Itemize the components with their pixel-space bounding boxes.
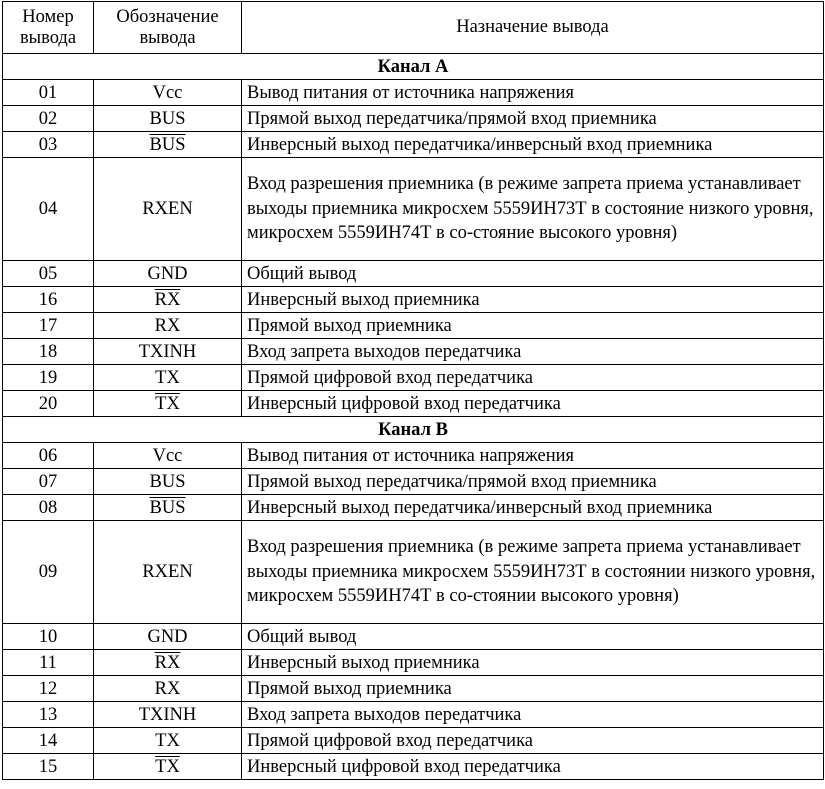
- table-row: [3, 339, 824, 365]
- channel-header-row: [3, 54, 824, 80]
- pin-description-cell: Вход запрета выходов передатчика: [242, 702, 824, 728]
- pin-number-cell: 18: [3, 339, 94, 365]
- signal-name: RX: [154, 678, 181, 699]
- signal-name: $\overline{TX}$: [155, 393, 180, 414]
- table-body: [3, 54, 824, 780]
- signal-name-cell: [94, 261, 242, 287]
- pin-number-cell: 17: [3, 313, 94, 339]
- signal-name: RXEN: [142, 199, 193, 219]
- signal-name-cell: [94, 106, 242, 132]
- signal-name-cell: [94, 469, 242, 495]
- channel-header-row: [3, 417, 824, 443]
- table-row: [3, 443, 824, 469]
- pin-description-cell: Инверсный выход приемника: [242, 287, 824, 313]
- pin-description-cell: Инверсный выход передатчика/инверсный вход приемника: [242, 495, 824, 521]
- table-header-row: [3, 2, 824, 54]
- pin-number-cell: 02: [3, 106, 94, 132]
- header-description: Назначение вывода: [242, 2, 824, 54]
- pin-number-cell: 03: [3, 132, 94, 158]
- table-row: [3, 106, 824, 132]
- signal-name: BUS: [149, 108, 186, 129]
- pin-description-cell: Общий вывод: [242, 261, 824, 287]
- pin-description-cell: Вход разрешения приемника (в режиме запрета приема устанавливает выходы приемника микросхем 5559ИН73Т в состояние низкого уровня, микросхем 5559ИН74Т в со-стояние высокого уровня): [242, 158, 824, 261]
- pin-number-cell: 11: [3, 650, 94, 676]
- signal-name: $\overline{BUS}$: [149, 134, 186, 155]
- table-row: [3, 495, 824, 521]
- table-row: [3, 728, 824, 754]
- channel-title: Канал В: [3, 417, 824, 443]
- signal-name-inverse-cell: [94, 754, 242, 780]
- signal-name: Vcc: [152, 445, 183, 466]
- signal-name: TXINH: [138, 704, 197, 725]
- pin-description-cell: Общий вывод: [242, 624, 824, 650]
- table-row: [3, 702, 824, 728]
- signal-name-cell: [94, 728, 242, 754]
- pin-number-cell: 01: [3, 80, 94, 106]
- table-row: [3, 391, 824, 417]
- table-row: [3, 676, 824, 702]
- signal-name: TX: [155, 730, 180, 751]
- signal-name-inverse-cell: [94, 650, 242, 676]
- signal-name-cell: [94, 443, 242, 469]
- pin-number-cell: 20: [3, 391, 94, 417]
- pin-number-cell: 12: [3, 676, 94, 702]
- signal-name-inverse-cell: [94, 391, 242, 417]
- pin-number-cell: 09: [3, 521, 94, 624]
- pin-number-cell: 07: [3, 469, 94, 495]
- pin-description-cell: Прямой цифровой вход передатчика: [242, 728, 824, 754]
- pin-description-cell: Прямой цифровой вход передатчика: [242, 365, 824, 391]
- signal-name-cell: [94, 624, 242, 650]
- pin-description-cell: Инверсный цифровой вход передатчика: [242, 391, 824, 417]
- table-row: [3, 469, 824, 495]
- pin-description-cell: Инверсный выход передатчика/инверсный вход приемника: [242, 132, 824, 158]
- table-row: [3, 521, 824, 624]
- pin-description-cell: Инверсный выход приемника: [242, 650, 824, 676]
- signal-name: TXINH: [138, 341, 197, 362]
- signal-name: TX: [155, 367, 180, 388]
- pin-number-cell: 06: [3, 443, 94, 469]
- signal-name-cell: [94, 158, 242, 261]
- table-row: [3, 754, 824, 780]
- signal-name-cell: [94, 339, 242, 365]
- signal-name-cell: [94, 80, 242, 106]
- pin-number-cell: 04: [3, 158, 94, 261]
- signal-name: $\overline{RX}$: [154, 289, 181, 310]
- pin-description-cell: Вход запрета выходов передатчика: [242, 339, 824, 365]
- signal-name: RXEN: [142, 562, 193, 582]
- signal-name: GND: [147, 626, 188, 647]
- pin-number-cell: 05: [3, 261, 94, 287]
- pin-number-cell: 19: [3, 365, 94, 391]
- pin-description-cell: Вход разрешения приемника (в режиме запрета приема устанавливает выходы приемника микросхем 5559ИН73Т в состоянии низкого уровня, микросхем 5559ИН74Т в со-стоянии высокого уровня): [242, 521, 824, 624]
- signal-name: BUS: [149, 471, 186, 492]
- header-pin-number: Номер вывода: [3, 2, 94, 54]
- table-row: [3, 624, 824, 650]
- signal-name: $\overline{RX}$: [154, 652, 181, 673]
- pin-number-cell: 13: [3, 702, 94, 728]
- table-row: [3, 261, 824, 287]
- signal-name-inverse-cell: [94, 287, 242, 313]
- pin-description-cell: Прямой выход передатчика/прямой вход приемника: [242, 106, 824, 132]
- table-row: [3, 287, 824, 313]
- signal-name: RX: [154, 315, 181, 336]
- table-row: [3, 313, 824, 339]
- signal-name: $\overline{BUS}$: [149, 497, 186, 518]
- table-row: [3, 158, 824, 261]
- signal-name-cell: [94, 676, 242, 702]
- pin-description-cell: Инверсный цифровой вход передатчика: [242, 754, 824, 780]
- pin-description-cell: Прямой выход приемника: [242, 676, 824, 702]
- table-row: [3, 650, 824, 676]
- signal-name-cell: [94, 702, 242, 728]
- pin-number-cell: 10: [3, 624, 94, 650]
- pin-number-cell: 16: [3, 287, 94, 313]
- pin-description-cell: Прямой выход передатчика/прямой вход приемника: [242, 469, 824, 495]
- signal-name: GND: [147, 263, 188, 284]
- pin-number-cell: 08: [3, 495, 94, 521]
- header-signal: Обозначение вывода: [94, 2, 242, 54]
- signal-name-cell: [94, 521, 242, 624]
- signal-name-inverse-cell: [94, 132, 242, 158]
- table-row: [3, 132, 824, 158]
- pin-description-cell: Прямой выход приемника: [242, 313, 824, 339]
- pin-number-cell: 15: [3, 754, 94, 780]
- channel-title: Канал А: [3, 54, 824, 80]
- pin-assignment-table: [2, 1, 824, 780]
- signal-name: $\overline{TX}$: [155, 756, 180, 777]
- table-row: [3, 80, 824, 106]
- pin-description-cell: Вывод питания от источника напряжения: [242, 80, 824, 106]
- pin-number-cell: 14: [3, 728, 94, 754]
- signal-name: Vcc: [152, 82, 183, 103]
- table-row: [3, 365, 824, 391]
- signal-name-cell: [94, 365, 242, 391]
- signal-name-inverse-cell: [94, 495, 242, 521]
- pin-description-cell: Вывод питания от источника напряжения: [242, 443, 824, 469]
- signal-name-cell: [94, 313, 242, 339]
